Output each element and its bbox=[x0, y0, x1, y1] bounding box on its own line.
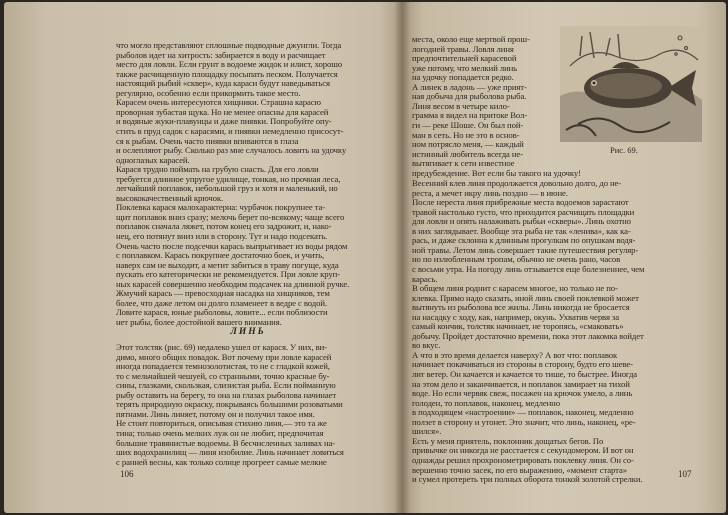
text-line: истинный любитель всегда не- bbox=[412, 148, 523, 159]
text-line: ной травы. Летом линь совершает такие путешествия регуляр- bbox=[412, 244, 639, 255]
text-line: Этот толстяк (рис. 69) недалеко ушел от карася. У них, ви- bbox=[116, 342, 327, 352]
text-line: ман в сеть. Но не это в основ- bbox=[412, 129, 520, 140]
text-line: вершенно точно засек, по его выражению, «момент старта» bbox=[412, 464, 627, 475]
figure-caption: Рис. 69. bbox=[610, 145, 638, 155]
text-line: грамма я видел на притоке Вол- bbox=[412, 110, 528, 121]
text-line: Весенний клев линя продолжается довольно долго, до не- bbox=[412, 178, 622, 188]
text-line: места, около еще мертвой прош- bbox=[412, 34, 530, 44]
text-line: пускать его категорически не рекомендуется. При ловле круп- bbox=[116, 269, 340, 280]
text-line: клевка. Прямо надо сказать, иной линь своей поклевкой может bbox=[412, 292, 639, 303]
text-line: и водяные жуки-плавунцы и даже пиявки. Попробуйте опу- bbox=[116, 116, 332, 127]
text-line: с ранней весны, как только солнце прогреет самые мелкие bbox=[116, 456, 327, 467]
text-line: то с мельчайшей чешуей, со странными, точно красные бу- bbox=[116, 370, 330, 381]
text-line: более, что даже летом он долго пламенеет в ведре с водой. bbox=[116, 297, 327, 308]
text-line: карась. bbox=[412, 273, 438, 284]
text-line: Не стоит повториться, описывая стихию линя,— это та же bbox=[116, 418, 327, 429]
text-line: требуется длинное упругое удилище, тонкая, но прочная леса, bbox=[116, 173, 341, 184]
text-line: логодней травы. Ловля линя bbox=[412, 43, 514, 54]
text-line: уже потому, что мелкий линь bbox=[412, 62, 518, 73]
text-line: шился». bbox=[412, 426, 442, 437]
text-line: лит ветер. Он качается и качается то тише, то быстрее. Иногда bbox=[412, 369, 638, 379]
section-heading: ЛИНЬ bbox=[230, 327, 266, 337]
text-line: воде. Но если червяк свеж, посажен на крючок умело, а линь bbox=[412, 388, 633, 399]
text-line: Очень часто после подсечки карась выпрыгивает из воды рядом bbox=[116, 240, 348, 251]
text-line: В общем линя роднит с карасем многое, но только не по- bbox=[412, 283, 618, 294]
text-line: предубеждение. Вот если бы такого на удочку! bbox=[412, 167, 581, 178]
text-line: вытягивает к сети известное bbox=[412, 158, 515, 169]
right-page-number: 107 bbox=[678, 469, 692, 479]
text-line: Есть у меня приятель, поклонник дощатых бегов. По bbox=[412, 435, 604, 446]
text-line: реста, а мечет икру линь поздно — в июне. bbox=[412, 187, 568, 198]
text-line: во вкус. bbox=[412, 340, 441, 351]
text-line: ги — реке Шоше. Он был пой- bbox=[412, 119, 524, 130]
text-line: предпочтительней карасевой bbox=[412, 53, 517, 64]
text-line: ных карасей совершенно необходим подсачек на длинной ручке. bbox=[116, 278, 350, 289]
text-line: ном потрясло меня, — каждый bbox=[412, 139, 524, 150]
text-line: с восьми утра. На погоду линь отзывается еще болезненнее, чем bbox=[412, 263, 645, 274]
text-line: нет рыбы, более достойной вашего внимания. bbox=[116, 316, 282, 327]
text-line: но по излюбленным тропам, обычно не очень рано, часов bbox=[412, 254, 621, 265]
text-line: рыбу оставить на берегу, то она на глазах рыболова начинает bbox=[116, 389, 337, 400]
text-line: После нереста линя прибрежные места водоемов зарастают bbox=[412, 197, 629, 208]
text-line: на насадку с ходу, как, например, окунь. Ухватив червя за bbox=[412, 311, 619, 322]
text-line: А что в это время делается наверху? А вот что: поплавок bbox=[412, 349, 618, 360]
text-line: большие травянистые водоемы. В бесчисленных заливах на- bbox=[116, 437, 336, 448]
text-line: щит поплавок вниз сразу; мелочь берет по-всякому; чаще всего bbox=[116, 211, 345, 222]
open-book bbox=[4, 2, 726, 513]
text-line: пятнами. Линь линяет, потому он и получил такое имя. bbox=[116, 408, 315, 419]
text-line: рыболов идет на хитрость: забирается в воду и расчищает bbox=[116, 49, 326, 60]
text-line: ползет в сторону и утонет. Это значит, что линь, наконец, «ре- bbox=[412, 416, 636, 427]
text-line: в них заглядывает. Вообще эта рыба не так «ленива», как ка- bbox=[412, 225, 631, 236]
text-line: ших водохранилищ — линя изобилие. Линь начинает ловиться bbox=[116, 447, 344, 458]
text-line: А линек в ладонь — уже прият- bbox=[412, 81, 527, 92]
text-line: одноглазых карасей. bbox=[116, 154, 190, 165]
text-line: на этом дело и заканчивается, и поплавок замирает на тихой bbox=[412, 378, 630, 389]
text-line: тина; только очень мелких луж он не любит, предпочитая bbox=[116, 427, 324, 438]
text-line: терять природную окраску, покрываясь большими розоватыми bbox=[116, 399, 343, 410]
text-line: сины, глазками, скользкая, слизистая рыба. Если пойманную bbox=[116, 380, 336, 391]
text-line: Поклевка карася малохарактерна: чурбачок покрупнее та- bbox=[116, 202, 326, 213]
text-line: вытянуть из рыболова все жилы. Линь никогда не бросается bbox=[412, 302, 630, 313]
text-line: голоден, то поплавок, наконец, медленно bbox=[412, 397, 560, 408]
text-line: и сумел протереть три полных оборота тонкой золотой стрелки. bbox=[412, 474, 643, 485]
text-line: начинает покачиваться из стороны в сторону, будто его шеве- bbox=[412, 359, 633, 370]
text-line: настоящий рыбий «сквер», куда караси будут наведываться bbox=[116, 78, 330, 89]
text-line: димо, много общих повадок. Вот почему при ловле карасей bbox=[116, 351, 332, 362]
left-page bbox=[102, 2, 394, 513]
tench-fish-illustration bbox=[560, 26, 702, 142]
text-line: нец, его потянут вниз или в сторону. Тут и надо подсекать. bbox=[116, 231, 328, 241]
text-line: травой настолько густо, что приходится расчищать площадки bbox=[412, 206, 635, 217]
right-page bbox=[412, 2, 702, 513]
text-line: ся к рыбам. Очень часто пиявки впиваются в глаза bbox=[116, 135, 299, 146]
book-gutter bbox=[394, 2, 410, 513]
left-page-number: 106 bbox=[120, 469, 134, 479]
text-line: однажды решил прохронометрировать поклевку линя. Он со- bbox=[412, 454, 634, 465]
text-line: проворная зубастая щука. Но не менее опасны для карасей bbox=[116, 106, 329, 117]
text-line: регулярно, особенно если прикормить такое место. bbox=[116, 87, 301, 98]
text-line: привычке он никогда не расстается с секундомером. И вот он bbox=[412, 445, 634, 456]
text-line: в подходящем «настроении» — поплавок, наконец, медленно bbox=[412, 407, 634, 418]
text-line: высококачественный крючок. bbox=[116, 192, 224, 203]
text-line: стить в пруд садок с карасями, и пиявки немедленно присосут- bbox=[116, 125, 344, 136]
text-line: рась, и даже склонна к длинным прогулкам по опушкам водя- bbox=[412, 235, 636, 246]
text-line: также расчищенную площадку посыпать песком. Получается bbox=[116, 68, 338, 79]
text-line: что могло представляют сплошные подводные джунгли. Тогда bbox=[116, 40, 342, 50]
text-line: и ослепляют рыбу. Сколько раз мне случалось ловить на удочку bbox=[116, 145, 347, 156]
text-line: Линя весом в четыре кило- bbox=[412, 100, 510, 111]
text-line: наверх сам не выходит, а метит забиться в траву погуще, куда bbox=[116, 259, 339, 270]
text-line: ная добыча для рыболова рыба. bbox=[412, 91, 527, 102]
text-line: для ловли и опять налаживать рыбьи «скверы». Линь охотно bbox=[412, 216, 631, 227]
text-line: с поплавком. Карась покрупнее достаточно боек, и учить, bbox=[116, 250, 325, 261]
text-line: на удочку попадается редко. bbox=[412, 72, 514, 83]
text-line: Карася трудно поймать на грубую снасть. Для его ловли bbox=[116, 164, 319, 175]
text-line: легчайший поплавок, небольшой груз и хотя и маленький, но bbox=[116, 183, 338, 194]
text-line: иногда попадается темнозолотистая, то не с гладкой кожей, bbox=[116, 361, 330, 372]
text-line: самый кончик, толстяк начинает, не торопясь, «смаковать» bbox=[412, 321, 624, 332]
text-line: Жмучий карась — превосходная насадка на хищников, тем bbox=[116, 288, 330, 299]
text-line: Карасем очень интересуются хищники. Страшна карасю bbox=[116, 97, 321, 108]
text-line: место для ловли. Если грунт в водоеме жидок и илист, хорошо bbox=[116, 59, 343, 70]
text-line: Ловите карася, юные рыболовы, ловите... если поблизости bbox=[116, 307, 328, 318]
text-line: поплавок сначала ляжет, потом конец его задрожит, и, нако- bbox=[116, 221, 332, 232]
text-line: добычу. Пройдет достаточно времени, пока этот лакомка войдет bbox=[412, 330, 644, 341]
